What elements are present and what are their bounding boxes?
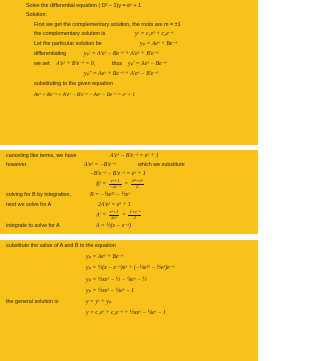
canceling-text: canceling like terms, we have [6, 153, 77, 159]
b-prime-equation [96, 179, 145, 189]
a-prime-denominator-1: 2eˣ [111, 214, 117, 220]
b-prime-equals: = [124, 181, 129, 188]
a-prime-equation [96, 210, 142, 220]
first-derivative-equation: yₚ′ = A′eˣ − Be⁻ˣ + A′eˣ + B′e⁻ˣ [84, 51, 159, 57]
however-equation: A′eˣ = −B′e⁻ˣ [84, 162, 116, 168]
which-substitute-text: which we substitute [138, 162, 185, 168]
b-prime-numerator-1: eˣ+1 [109, 179, 122, 185]
however-text: however [6, 162, 27, 168]
particular-expanded-equation: yₚ = ½(x − e⁻ˣ)eˣ + (−¼e²ˣ − ½eˣ)e⁻ˣ [86, 265, 175, 271]
complementary-text: the complementary solution is [34, 31, 106, 37]
substituted-b-equation: −B′e⁻ˣ − B′e⁻ˣ = eˣ + 1 [90, 171, 146, 177]
solution-panel-part-2 [0, 150, 258, 234]
integrate-a-text: integrate to solve for A [6, 223, 60, 229]
a-prime-fraction-2 [128, 210, 141, 220]
general-solution-equation: y = c₁eˣ + c₂e⁻ˣ + ½xeˣ − ¼eˣ − 1 [86, 310, 166, 316]
intro-text: First we get the complementary solution, the roots are m = ±1 [34, 22, 181, 28]
thus-equation: yₚ′ = Aeˣ − Be⁻ˣ [128, 61, 167, 67]
general-solution-text: the general solution is [6, 299, 59, 305]
a-prime-fraction-1 [109, 210, 120, 220]
substituted-equation: Aeˣ + Be⁻ˣ + A′eˣ − B′e⁻ˣ − Aeˣ − Be⁻ˣ = eˣ + 1 [34, 92, 135, 98]
particular-form-equation: yₚ = Aeˣ + Be⁻ˣ [86, 254, 124, 260]
solution-panel-part-1 [0, 0, 258, 145]
problem-title: Solve the differential equation ( D² − 1)y = eˣ + 1 [26, 3, 142, 9]
particular-text: Let the particular solution be [34, 41, 102, 47]
solve-b-text: solving for B by integration, [6, 192, 72, 198]
particular-final-equation: yₚ = ½xeˣ − ¼eˣ − 1 [86, 288, 135, 294]
substituting-text: substituting to the given equation [34, 81, 113, 87]
b-prime-numerator-2: e²ˣ+eˣ [131, 178, 143, 183]
solution-panel-part-3 [0, 240, 258, 361]
second-derivative-equation: yₚ″ = Aeˣ + Be⁻ˣ + A′eˣ − B′e⁻ˣ [84, 71, 159, 77]
thus-text: thus [112, 61, 123, 67]
particular-equation: yₚ = Aeˣ + Be⁻ˣ [140, 41, 178, 47]
a-equation: A = ½(x − e⁻ˣ) [96, 223, 132, 229]
b-prime-denominator-1: −2e⁻ˣ [109, 183, 121, 189]
solution-label: Solution: [26, 12, 47, 18]
solve-a-text: next we solve for A [6, 202, 52, 208]
general-solution-form: y = yᶜ + yₚ [86, 299, 112, 305]
a-prime-lhs: A′ = [96, 212, 107, 219]
differentiating-text: differentiating [34, 51, 67, 57]
b-prime-fraction-2 [131, 179, 144, 189]
substitute-ab-text: substitute the value of A and B to the equation [6, 243, 116, 249]
a-prime-equals: = [121, 212, 126, 219]
particular-simplified-equation: yₚ = ½xeˣ − ½ − ¼eˣ − ½ [86, 277, 147, 283]
a-prime-denominator-2: 2 [133, 214, 136, 220]
b-prime-denominator-2: 2 [136, 183, 139, 189]
a-prime-condition-equation: 2A′eˣ = eˣ + 1 [98, 202, 131, 208]
a-prime-numerator-2: 1+e⁻ˣ [129, 209, 141, 214]
complementary-equation: yᶜ = c₁eˣ + c₂e⁻ˣ [135, 31, 174, 37]
canceling-equation: A′eˣ − B′e⁻ˣ = eˣ + 1 [110, 153, 159, 159]
b-prime-fraction-1 [109, 179, 122, 189]
b-equation: B = −¼e²ˣ − ½eˣ [90, 192, 130, 198]
a-prime-numerator-1: eˣ+1 [109, 209, 119, 214]
b-prime-lhs: B′ = [96, 181, 107, 188]
we-set-text: we set [34, 61, 50, 67]
set-equation: A′eˣ + B′e⁻ˣ = 0, [56, 61, 96, 67]
